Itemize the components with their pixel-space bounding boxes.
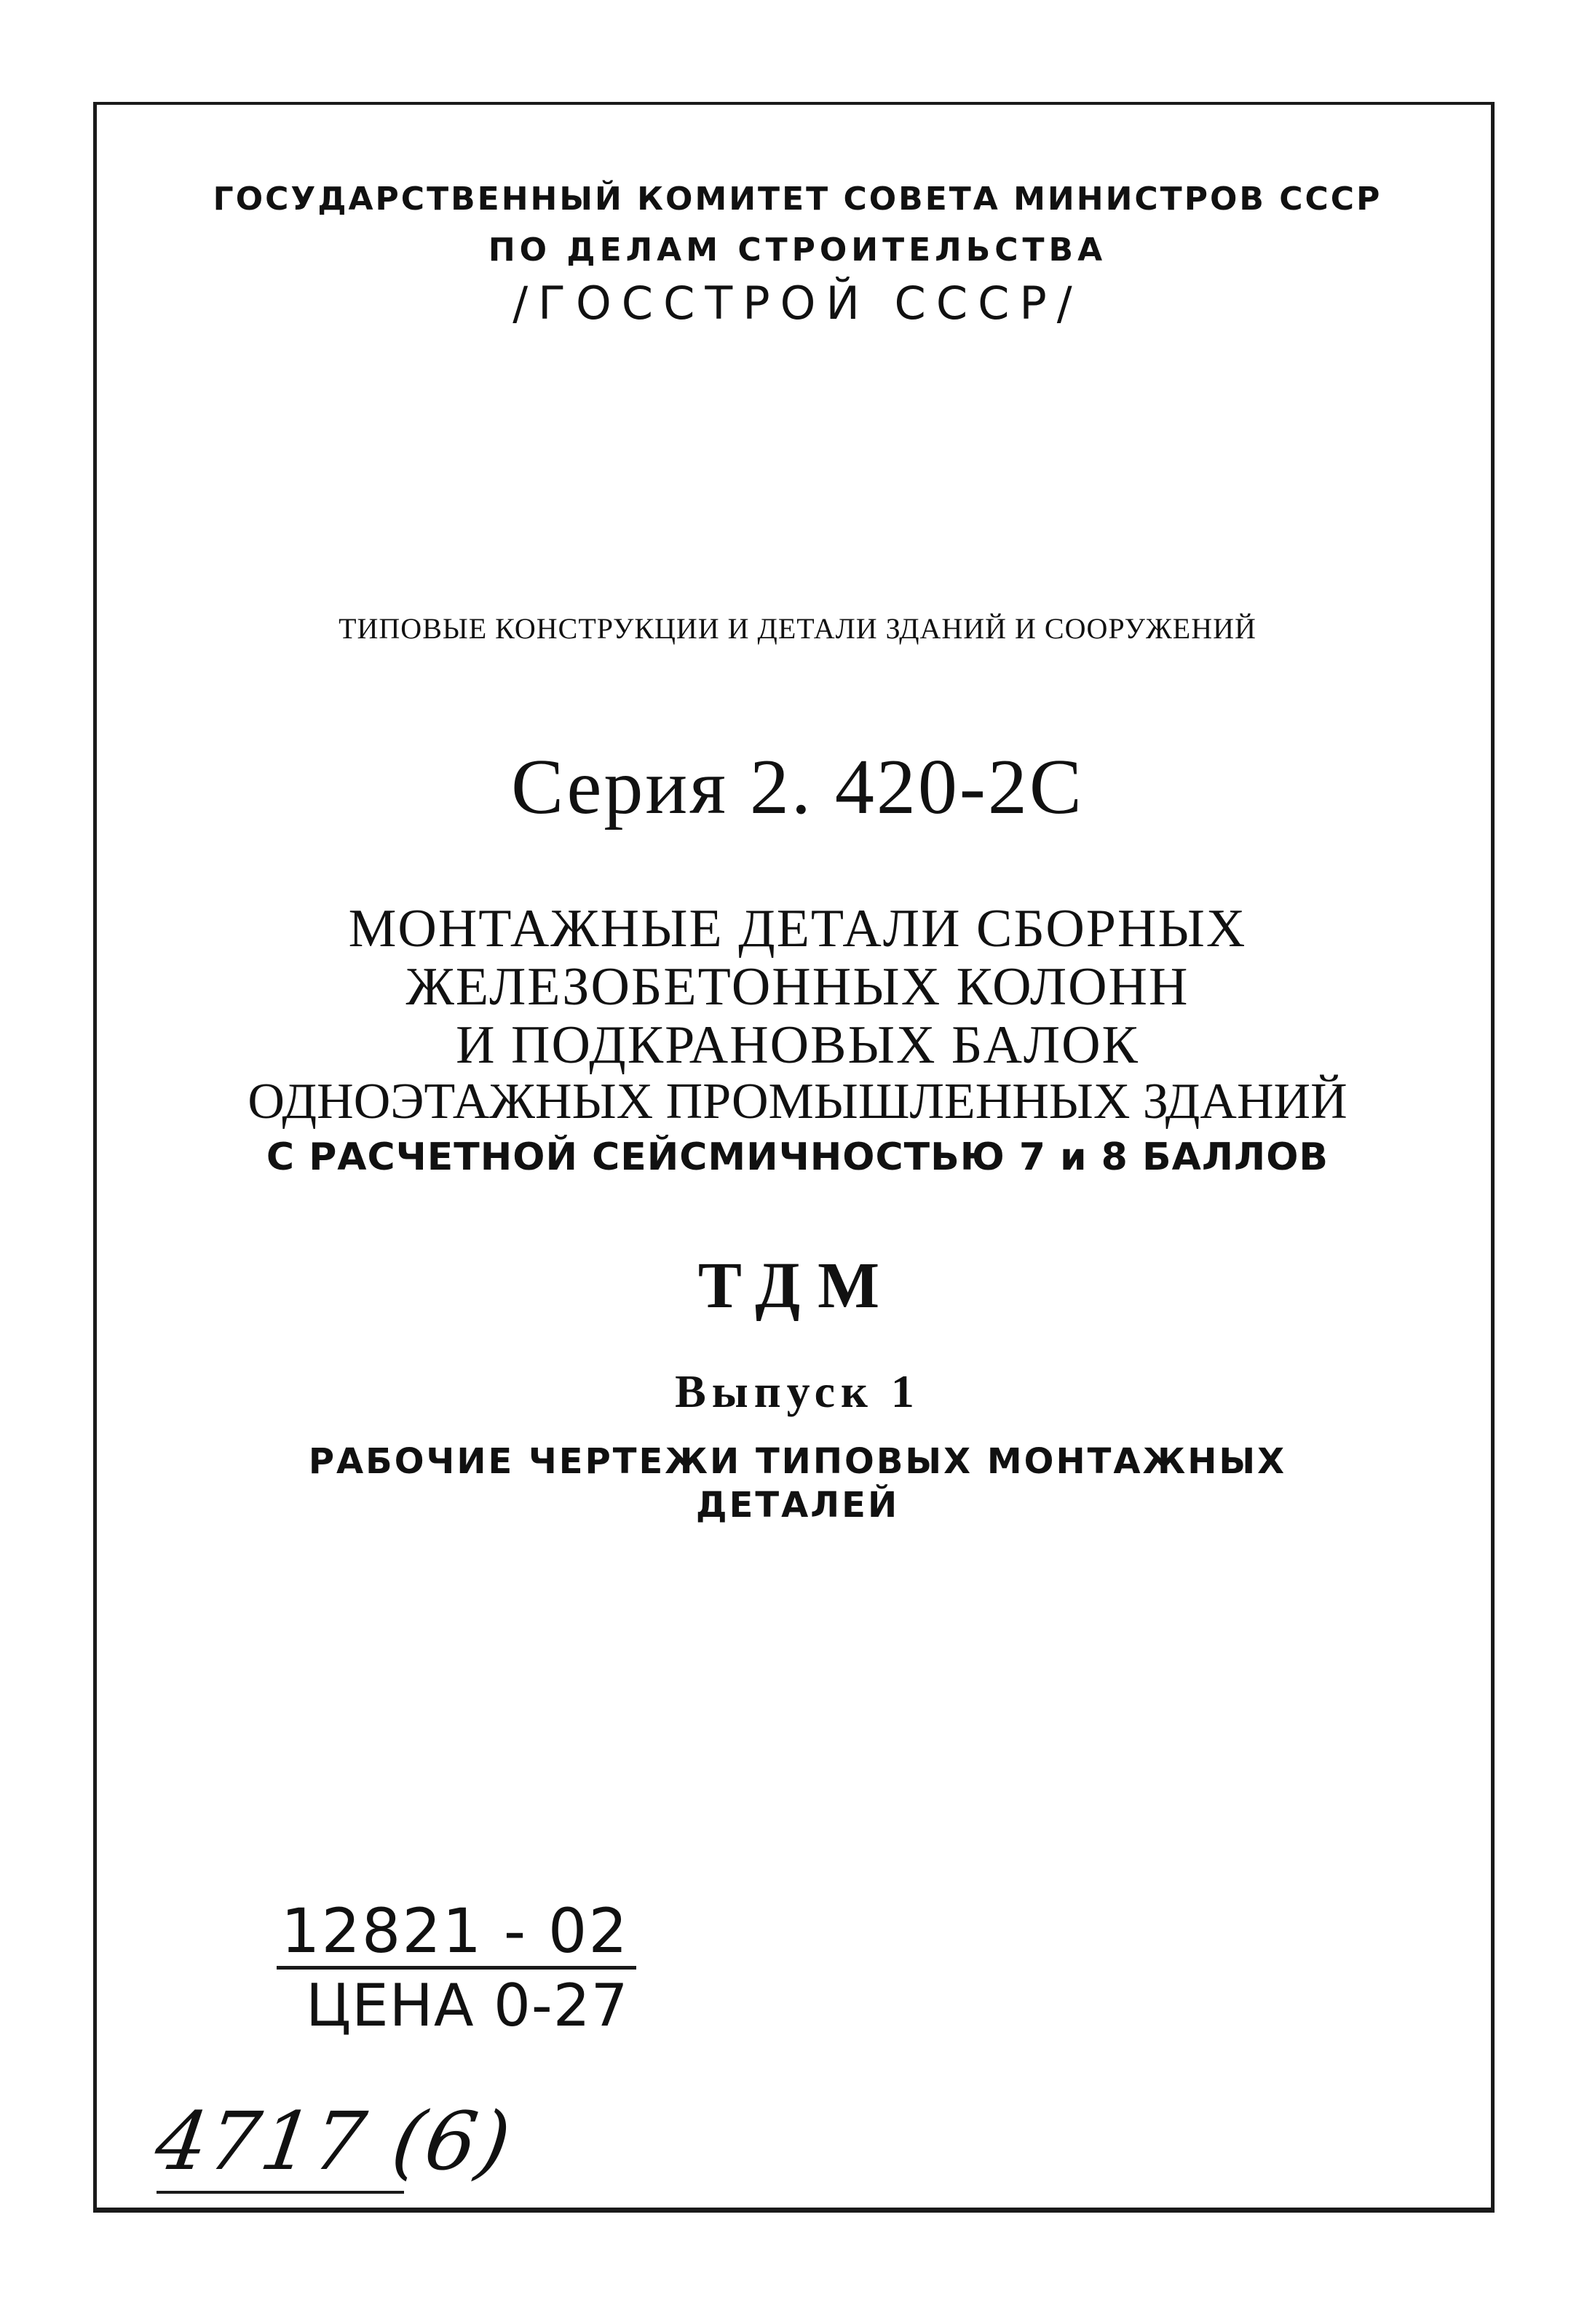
document-title-line-1: МОНТАЖНЫЕ ДЕТАЛИ СБОРНЫХ <box>348 899 1247 959</box>
subject-line-2: ДЕТАЛЕЙ <box>695 1485 900 1526</box>
document-title-line-3: И ПОДКРАНОВЫХ БАЛОК <box>456 1015 1139 1075</box>
document-designation: ТДМ <box>697 1250 898 1322</box>
document-title-line-4: ОДНОЭТАЖНЫХ ПРОМЫШЛЕННЫХ ЗДАНИЙ <box>248 1074 1347 1130</box>
header-affairs-line: ПО ДЕЛАМ СТРОИТЕЛЬСТВА <box>488 231 1107 269</box>
handwritten-note: 4717 (6) <box>150 2095 518 2188</box>
document-title-line-2: ЖЕЛЕЗОБЕТОННЫХ КОЛОНН <box>405 957 1190 1017</box>
price-stamp <box>277 1896 641 2041</box>
stamp-price: ЦЕНА 0-27 <box>306 1972 629 2039</box>
issue-number: Выпуск 1 <box>675 1365 920 1417</box>
document-title-line-5: С РАСЧЕТНОЙ СЕЙСМИЧНОСТЬЮ 7 и 8 БАЛЛОВ <box>266 1135 1329 1179</box>
header-gosstroy-line: /ГОССТРОЙ СССР/ <box>512 277 1083 330</box>
handwritten-note-underline <box>157 2191 404 2194</box>
document-category: ТИПОВЫЕ КОНСТРУКЦИИ И ДЕТАЛИ ЗДАНИЙ И СООРУЖЕНИЙ <box>339 612 1256 645</box>
series-title: Серия 2. 420-2С <box>511 744 1084 830</box>
header-committee-line: ГОСУДАРСТВЕННЫЙ КОМИТЕТ СОВЕТА МИНИСТРОВ СССР <box>213 181 1382 218</box>
subject-line-1: РАБОЧИЕ ЧЕРТЕЖИ ТИПОВЫХ МОНТАЖНЫХ <box>308 1441 1287 1482</box>
stamp-number: 12821 - 02 <box>277 1896 636 1970</box>
